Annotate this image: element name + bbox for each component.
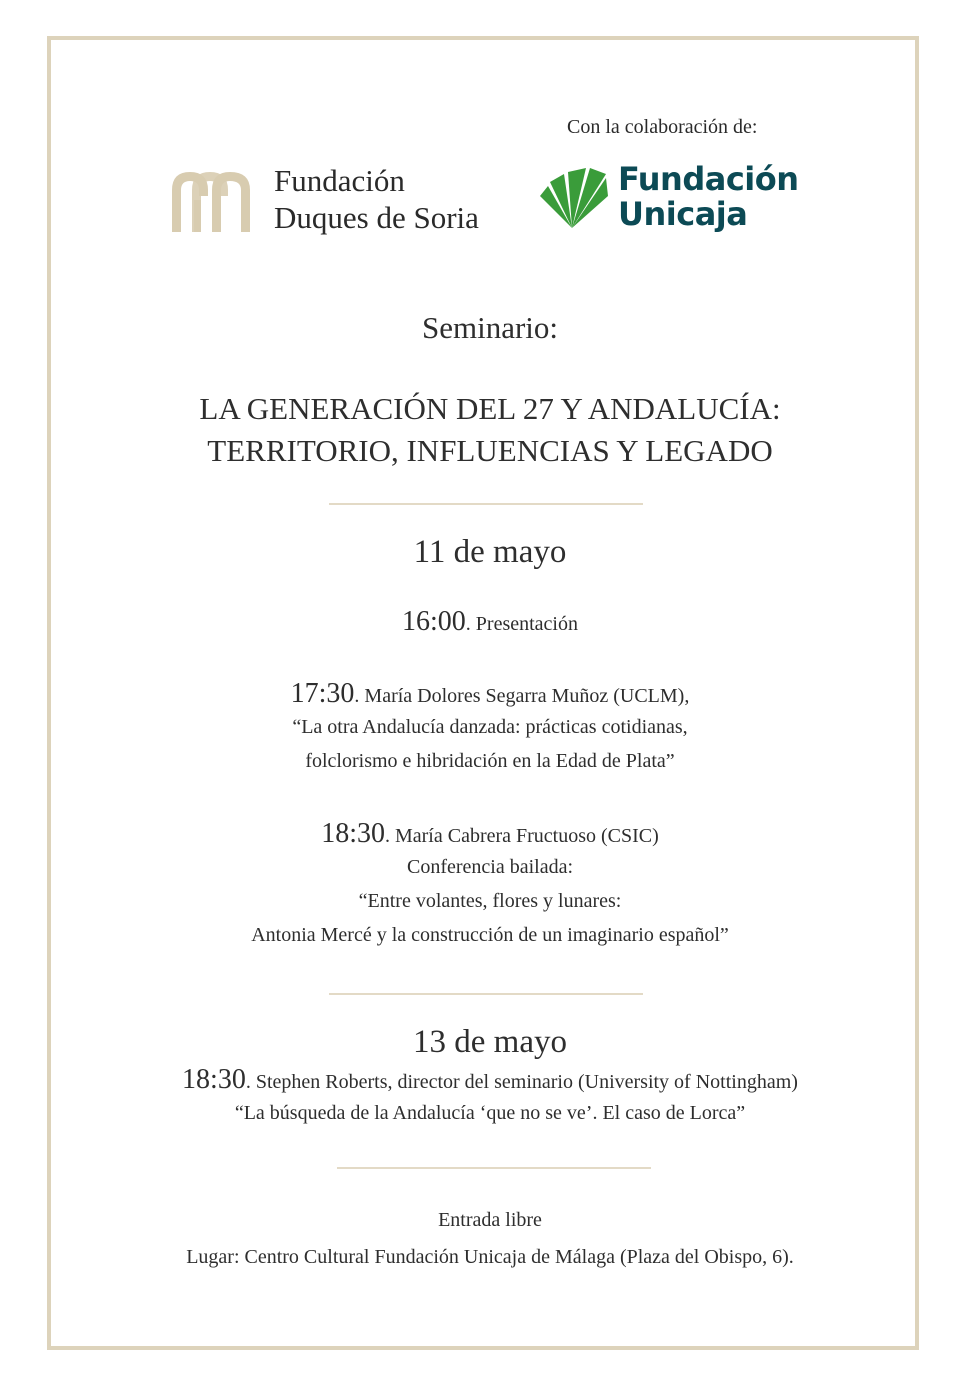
arches-icon	[170, 166, 252, 234]
session-time: 18:30	[182, 1064, 246, 1095]
session-title-line: folclorismo e hibridación en la Edad de Plata”	[305, 750, 675, 772]
entry-note: Entrada libre	[438, 1209, 542, 1231]
day2-date: 13 de mayo	[413, 1024, 567, 1060]
collaboration-label: Con la colaboración de:	[567, 116, 758, 138]
unicaja-name-line1: Fundación	[618, 160, 799, 198]
seminar-kicker: Seminario:	[421, 310, 559, 345]
venue: Lugar: Centro Cultural Fundación Unicaja de Málaga (Plaza del Obispo, 6).	[186, 1246, 794, 1268]
day1-session1	[0, 606, 980, 638]
session-title-line: “Entre volantes, flores y lunares:	[358, 890, 622, 912]
day1-session2	[0, 678, 980, 778]
divider	[329, 503, 643, 505]
session-title-line: Antonia Mercé y la construcción de un imaginario español”	[251, 924, 729, 946]
session-time: 18:30	[321, 818, 385, 849]
seminar-title-line1: LA GENERACIÓN DEL 27 Y ANDALUCÍA:	[199, 391, 781, 426]
unicaja-name-line2: Unicaja	[618, 195, 748, 233]
foundation-name-line1: Fundación	[274, 163, 405, 198]
day1-date: 11 de mayo	[413, 534, 567, 570]
seminar-title	[0, 388, 980, 472]
session-label: . Presentación	[465, 613, 578, 635]
foundation-name-line2: Duques de Soria	[274, 200, 479, 235]
day1-session3	[0, 818, 980, 952]
day2-session1	[0, 1064, 980, 1130]
session-subtitle: Conferencia bailada:	[406, 856, 574, 878]
seminar-title-line2: TERRITORIO, INFLUENCIAS Y LEGADO	[207, 433, 773, 468]
foundation-name	[274, 162, 479, 236]
session-time: 16:00	[402, 606, 466, 637]
fan-leaf-icon	[534, 162, 610, 230]
session-speaker: . María Dolores Segarra Muñoz (UCLM),	[354, 685, 690, 707]
unicaja-name	[618, 162, 799, 232]
divider	[329, 993, 643, 995]
session-title-line: “La búsqueda de la Andalucía ‘que no se ve’. El caso de Lorca”	[234, 1102, 746, 1124]
divider	[337, 1167, 651, 1169]
session-speaker: . María Cabrera Fructuoso (CSIC)	[384, 825, 659, 847]
session-speaker: . Stephen Roberts, director del seminario (University of Nottingham)	[245, 1071, 798, 1093]
session-time: 17:30	[290, 678, 355, 709]
session-title-line: “La otra Andalucía danzada: prácticas cotidianas,	[292, 716, 688, 738]
